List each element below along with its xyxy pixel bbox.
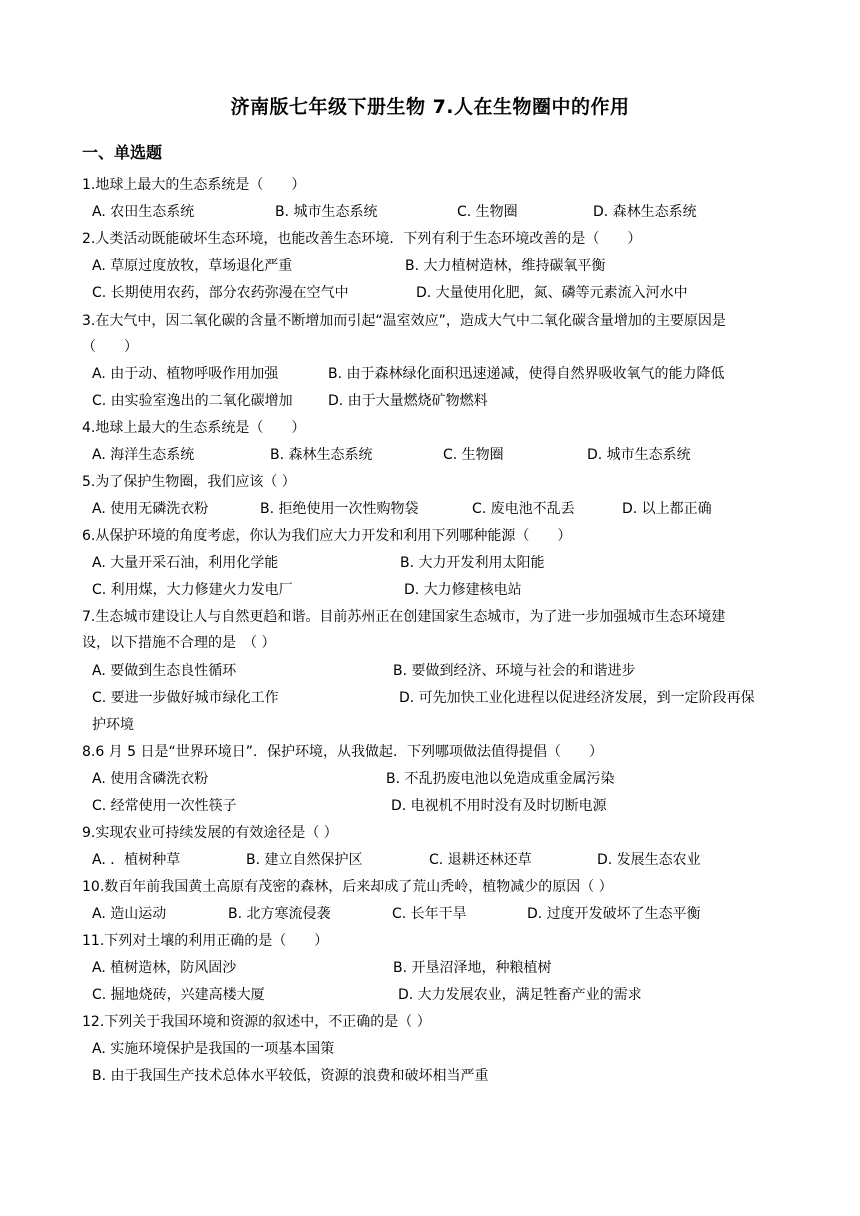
- question-stem-4: 4.地球上最大的生态系统是（ ）: [82, 420, 306, 436]
- q2-option-d: D. 大量使用化肥，氮、磷等元素流入河水中: [416, 285, 688, 301]
- question-stem-5: 5.为了保护生物圈，我们应该（ ）: [82, 474, 296, 490]
- q3-option-d: D. 由于大量燃烧矿物燃料: [328, 393, 488, 409]
- question-stem-6: 6.从保护环境的角度考虑，你认为我们应大力开发和利用下列哪种能源（ ）: [82, 528, 572, 544]
- q5-option-b: B. 拒绝使用一次性购物袋: [260, 501, 419, 517]
- q4-option-b: B. 森林生态系统: [270, 447, 373, 463]
- question-stem-3-cont: （ ）: [82, 339, 138, 355]
- q4-option-d: D. 城市生态系统: [587, 447, 691, 463]
- question-stem-8: 8.6 月 5 日是“世界环境日”．保护环境，从我做起．下列哪项做法值得提倡（ ）: [82, 744, 604, 760]
- q7-option-c: C. 要进一步做好城市绿化工作: [92, 690, 279, 706]
- q4-option-a: A. 海洋生态系统: [92, 447, 195, 463]
- q3-option-b: B. 由于森林绿化面积迅速递减，使得自然界吸收氧气的能力降低: [328, 366, 725, 382]
- question-stem-7: 7.生态城市建设让人与自然更趋和谐。目前苏州正在创建国家生态城市，为了进一步加强城市生态环境建: [82, 609, 726, 625]
- q10-option-b: B. 北方寒流侵袭: [228, 906, 331, 922]
- question-stem-1: 1.地球上最大的生态系统是（ ）: [82, 177, 306, 193]
- q3-option-c: C. 由实验室逸出的二氧化碳增加: [92, 393, 293, 409]
- question-stem-10: 10.数百年前我国黄土高原有茂密的森林，后来却成了荒山秃岭，植物减少的原因（ ）: [82, 879, 613, 895]
- q8-option-a: A. 使用含磷洗衣粉: [92, 771, 209, 787]
- q11-option-b: B. 开垦沼泽地，种粮植树: [393, 960, 552, 976]
- q9-option-b: B. 建立自然保护区: [246, 852, 363, 868]
- q2-option-a: A. 草原过度放牧，草场退化严重: [92, 258, 293, 274]
- q10-option-d: D. 过度开发破坏了生态平衡: [527, 906, 701, 922]
- q9-option-a: A. ．植树种草: [92, 852, 181, 868]
- q10-option-a: A. 造山运动: [92, 906, 167, 922]
- question-stem-11: 11.下列对土壤的利用正确的是（ ）: [82, 933, 329, 949]
- q5-option-c: C. 废电池不乱丢: [472, 501, 575, 517]
- question-stem-12: 12.下列关于我国环境和资源的叙述中，不正确的是（ ）: [82, 1014, 431, 1030]
- q5-option-d: D. 以上都正确: [622, 501, 712, 517]
- question-stem-3: 3.在大气中，因二氧化碳的含量不断增加而引起“温室效应”，造成大气中二氧化碳含量增加的主要原因是: [82, 313, 726, 329]
- q2-option-b: B. 大力植树造林，维持碳氧平衡: [405, 258, 606, 274]
- question-stem-2: 2.人类活动既能破坏生态环境，也能改善生态环境．下列有利于生态环境改善的是（ ）: [82, 231, 642, 247]
- q7-option-d-cont: 护环境: [92, 717, 134, 733]
- q6-option-b: B. 大力开发利用太阳能: [400, 555, 545, 571]
- q1-option-a: A. 农田生态系统: [92, 204, 195, 220]
- q8-option-c: C. 经常使用一次性筷子: [92, 798, 237, 814]
- q7-option-d: D. 可先加快工业化进程以促进经济发展，到一定阶段再保: [399, 690, 755, 706]
- q2-option-c: C. 长期使用农药，部分农药弥漫在空气中: [92, 285, 349, 301]
- q3-option-a: A. 由于动、植物呼吸作用加强: [92, 366, 279, 382]
- q9-option-c: C. 退耕还林还草: [429, 852, 532, 868]
- q1-option-b: B. 城市生态系统: [275, 204, 378, 220]
- q11-option-d: D. 大力发展农业，满足牲畜产业的需求: [398, 987, 642, 1003]
- q11-option-a: A. 植树造林，防风固沙: [92, 960, 237, 976]
- q7-option-a: A. 要做到生态良性循环: [92, 663, 237, 679]
- q6-option-a: A. 大量开采石油，利用化学能: [92, 555, 279, 571]
- q10-option-c: C. 长年干旱: [392, 906, 467, 922]
- q8-option-d: D. 电视机不用时没有及时切断电源: [391, 798, 607, 814]
- q12-option-a: A. 实施环境保护是我国的一项基本国策: [92, 1041, 335, 1057]
- section-heading: 一、单选题: [82, 143, 163, 162]
- q1-option-c: C. 生物圈: [457, 204, 518, 220]
- question-stem-7-cont: 设，以下措施不合理的是 （ ）: [82, 635, 276, 651]
- q9-option-d: D. 发展生态农业: [597, 852, 701, 868]
- q12-option-b: B. 由于我国生产技术总体水平较低，资源的浪费和破坏相当严重: [92, 1068, 489, 1084]
- q5-option-a: A. 使用无磷洗衣粉: [92, 501, 209, 517]
- question-stem-9: 9.实现农业可持续发展的有效途径是（ ）: [82, 825, 338, 841]
- q8-option-b: B. 不乱扔废电池以免造成重金属污染: [386, 771, 615, 787]
- q6-option-c: C. 利用煤，大力修建火力发电厂: [92, 582, 293, 598]
- q1-option-d: D. 森林生态系统: [593, 204, 697, 220]
- page-title: 济南版七年级下册生物 7.人在生物圈中的作用: [230, 96, 630, 118]
- q4-option-c: C. 生物圈: [443, 447, 504, 463]
- q7-option-b: B. 要做到经济、环境与社会的和谐进步: [393, 663, 636, 679]
- q11-option-c: C. 掘地烧砖，兴建高楼大厦: [92, 987, 265, 1003]
- q6-option-d: D. 大力修建核电站: [404, 582, 522, 598]
